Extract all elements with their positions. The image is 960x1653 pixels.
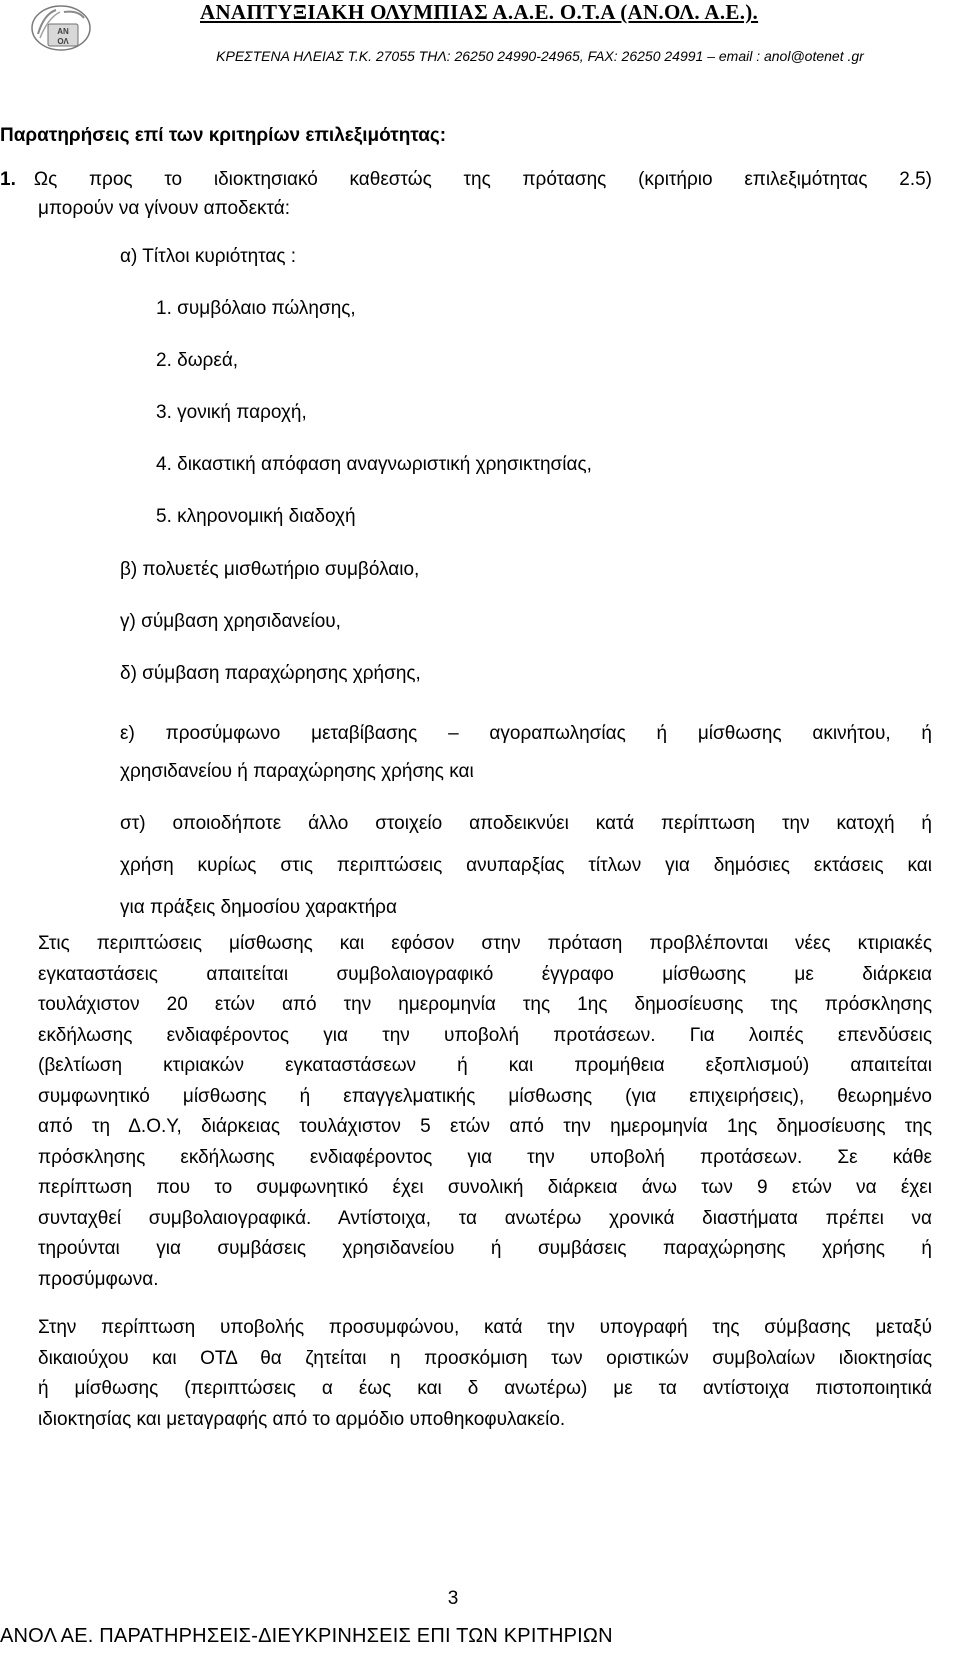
- organization-title: ΑΝΑΠΤΥΞΙΑΚΗ ΟΛΥΜΠΙΑΣ Α.Α.Ε. Ο.Τ.Α (ΑΝ.ΟΛ. Α.Ε.).: [200, 0, 759, 24]
- seal-logo-icon: [30, 4, 92, 52]
- list-b-item: β) πολυετές μισθωτήριο συμβόλαιο,: [120, 559, 420, 580]
- preliminary-agreement-paragraph: Στην περίπτωση υποβολής προσυμφώνου, κατά την υπογραφή της σύμβασης μεταξύ δικαιούχου και ΟΤΔ θα ζητείται η προσκόμιση των οριστικών συμβολαίων ιδιοκτησίας ή μίσθωσης (περιπτώσεις α έως και δ ανωτέρω) με τα αντίστοιχα πιστοποιητικά ιδιοκτησίας και μεταγραφής από το αρμόδιο υποθηκοφυλακείο.: [38, 1317, 932, 1430]
- list-c-item: γ) σύμβαση χρησιδανείου,: [120, 611, 341, 632]
- list-a-item: 2. δωρεά,: [156, 350, 239, 371]
- section-heading: Παρατηρήσεις επί των κριτηρίων επιλεξιμότητας:: [0, 125, 447, 146]
- page-number: 3: [447, 1588, 459, 1609]
- svg-text:ΑΝ: ΑΝ: [57, 27, 69, 36]
- point-1-line-1: 1. Ως προς το ιδιοκτησιακό καθεστώς της πρότασης (κριτήριο επιλεξιμότητας 2.5): [0, 169, 932, 190]
- list-f-item: στ) οποιοδήποτε άλλο στοιχείο αποδεικνύει κατά περίπτωση την κατοχή ή χρήση κυρίως στις περιπτώσεις ανυπαρξίας τίτλων για δημόσιες εκτάσεις και για πράξεις δημοσίου χαρακτήρα: [120, 813, 932, 918]
- list-a-item: 1. συμβόλαιο πώλησης,: [156, 298, 356, 319]
- list-a-item: 4. δικαστική απόφαση αναγνωριστική χρησικτησίας,: [156, 454, 592, 475]
- point-1-paragraph: [0, 165, 932, 223]
- lease-paragraph: Στις περιπτώσεις μίσθωσης και εφόσον στην πρόταση προβλέπονται νέες κτιριακές εγκαταστάσεις απαιτείται συμβολαιογραφικό έγγραφο μίσθωσης με διάρκεια τουλάχιστον 20 ετών από την ημερομηνία της 1ης δημοσίευσης της πρόσκλησης εκδήλωσης ενδιαφέροντος για την υποβολή προτάσεων. Για λοιπές επενδύσεις (βελτίωση κτιριακών εγκαταστάσεων ή και προμήθεια εξοπλισμού) απαιτείται συμφωνητικό μίσθωσης ή επαγγελματικής μίσθωσης (για επιχειρήσεις), θεωρημένο από τη Δ.Ο.Υ, διάρκειας τουλάχιστον 5 ετών από την ημερομηνία 1ης δημοσίευσης της πρόσκλησης εκδήλωσης ενδιαφέροντος για την υποβολή προτάσεων. Σε κάθε περίπτωση που το συμφωνητικό έχει συνολική διάρκεια άνω των 9 ετών να έχει συνταχθεί συμβολαιογραφικά. Αντίστοιχα, τα ανωτέρω χρονικά διαστήματα πρέπει να τηρούνται για συμβάσεις χρησιδανείου ή συμβάσεις παραχώρησης χρήσης ή προσύμφωνα.: [38, 933, 932, 1290]
- list-a-item: 3. γονική παροχή,: [156, 402, 307, 423]
- page-footer: ΑΝΟΛ ΑΕ. ΠΑΡΑΤΗΡΗΣΕΙΣ-ΔΙΕΥΚΡΙΝΗΣΕΙΣ ΕΠΙ ΤΩΝ ΚΡΙΤΗΡΙΩΝ: [0, 1625, 613, 1647]
- list-a-item: 5. κληρονομική διαδοχή: [156, 506, 356, 527]
- point-number: 1.: [0, 169, 16, 190]
- list-e-item: ε) προσύμφωνο μεταβίβασης – αγοραπωλησίας ή μίσθωσης ακινήτου, ή χρησιδανείου ή παραχώρησης χρήσης και: [120, 723, 932, 782]
- svg-text:ΟΛ: ΟΛ: [57, 37, 69, 46]
- list-d-item: δ) σύμβαση παραχώρησης χρήσης,: [120, 663, 421, 684]
- list-a-title: α) Τίτλοι κυριότητας :: [120, 246, 297, 267]
- point-1-line-2: μπορούν να γίνουν αποδεκτά:: [38, 198, 291, 219]
- organization-contact: ΚΡΕΣΤΕΝΑ ΗΛΕΙΑΣ Τ.Κ. 27055 ΤΗΛ: 26250 24990-24965, FAX: 26250 24991 – email : anol@otenet .gr: [216, 48, 864, 64]
